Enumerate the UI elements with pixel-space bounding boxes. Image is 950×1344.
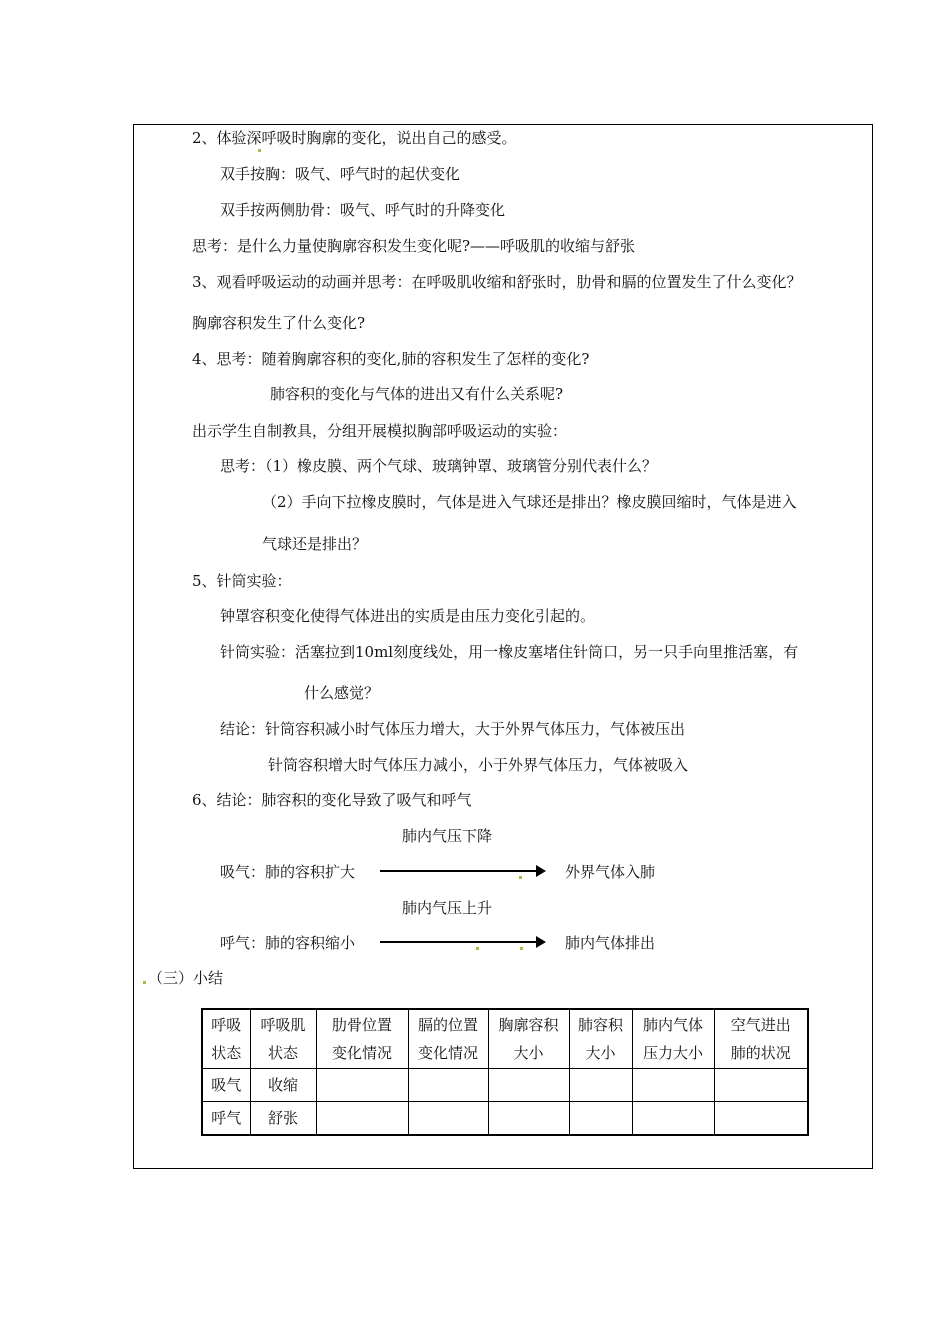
table-cell	[569, 1069, 632, 1102]
table-cell	[488, 1102, 569, 1136]
text-line: 针筒实验：活塞拉到10ml刻度线处，用一橡皮塞堵住针筒口，另一只手向里推活塞，有	[220, 643, 799, 661]
table-cell	[714, 1102, 808, 1136]
table-cell	[408, 1102, 488, 1136]
exhale-label: 呼气：肺的容积缩小	[220, 934, 356, 952]
table-cell	[632, 1102, 714, 1136]
header-cell: 膈的位置 变化情况	[408, 1009, 488, 1069]
table-cell	[632, 1069, 714, 1102]
table-cell: 吸气	[202, 1069, 250, 1102]
table-row	[202, 1102, 808, 1136]
step-3-title: 3、观看呼吸运动的动画并思考：在呼吸肌收缩和舒张时，肋骨和膈的位置发生了什么变化？	[192, 273, 802, 291]
header-cell: 肺容积 大小	[569, 1009, 632, 1069]
exhale-arrow-icon	[380, 941, 544, 943]
table-cell: 舒张	[250, 1102, 316, 1136]
step-2-title: 2、体验深呼吸时胸廓的变化，说出自己的感受。	[192, 129, 517, 147]
table-cell: 收缩	[250, 1069, 316, 1102]
text-line: 双手按两侧肋骨：吸气、呼气时的升降变化	[220, 201, 506, 219]
header-cell: 空气进出 肺的状况	[714, 1009, 808, 1069]
header-cell: 肋骨位置 变化情况	[316, 1009, 408, 1069]
table-cell	[569, 1102, 632, 1136]
speck-mark	[519, 876, 522, 879]
summary-heading: （三）小结	[148, 969, 224, 987]
table-cell	[316, 1102, 408, 1136]
step-5-title: 5、针筒实验：	[192, 572, 292, 590]
header-cell: 呼吸肌 状态	[250, 1009, 316, 1069]
summary-table	[201, 1008, 809, 1136]
text-line: 双手按胸：吸气、呼气时的起伏变化	[220, 165, 461, 183]
text-line: 什么感觉？	[304, 684, 380, 702]
inhale-pressure-label: 肺内气压下降	[402, 827, 493, 845]
step-4-title: 4、思考：随着胸廓容积的变化,肺的容积发生了怎样的变化?	[192, 350, 590, 368]
text-line: 肺容积的变化与气体的进出又有什么关系呢?	[270, 385, 564, 403]
text-line: （2）手向下拉橡皮膜时，气体是进入气球还是排出？橡皮膜回缩时，气体是进入	[262, 493, 797, 511]
table-cell	[316, 1069, 408, 1102]
text-line: 针筒容积增大时气体压力减小，小于外界气体压力，气体被吸入	[268, 756, 689, 774]
table-cell: 呼气	[202, 1102, 250, 1136]
speck-mark	[143, 981, 146, 984]
inhale-result: 外界气体入肺	[565, 863, 656, 881]
text-line: 出示学生自制教具，分组开展模拟胸部呼吸运动的实验：	[192, 422, 568, 440]
header-cell: 肺内气体 压力大小	[632, 1009, 714, 1069]
exhale-pressure-label: 肺内气压上升	[402, 899, 493, 917]
table-cell	[714, 1069, 808, 1102]
speck-mark	[520, 947, 523, 950]
text-line: 气球还是排出？	[262, 535, 368, 553]
exhale-result: 肺内气体排出	[565, 934, 656, 952]
text-line: 结论：针筒容积减小时气体压力增大，大于外界气体压力，气体被压出	[220, 720, 686, 738]
table-cell	[488, 1069, 569, 1102]
inhale-arrow-icon	[380, 870, 544, 872]
table-row	[202, 1069, 808, 1102]
text-line: 钟罩容积变化使得气体进出的实质是由压力变化引起的。	[220, 607, 596, 625]
step-6-title: 6、结论：肺容积的变化导致了吸气和呼气	[192, 791, 472, 809]
text-line: 胸廓容积发生了什么变化?	[192, 314, 366, 332]
text-line: 思考：是什么力量使胸廓容积发生变化呢?——呼吸肌的收缩与舒张	[192, 237, 636, 255]
inhale-label: 吸气：肺的容积扩大	[220, 863, 356, 881]
table-cell	[408, 1069, 488, 1102]
speck-mark	[258, 149, 261, 152]
header-cell: 胸廓容积 大小	[488, 1009, 569, 1069]
text-line: 思考：（1）橡皮膜、两个气球、玻璃钟罩、玻璃管分别代表什么？	[220, 457, 658, 475]
header-cell: 呼吸 状态	[202, 1009, 250, 1069]
table-header-row	[202, 1009, 808, 1069]
speck-mark	[476, 947, 479, 950]
